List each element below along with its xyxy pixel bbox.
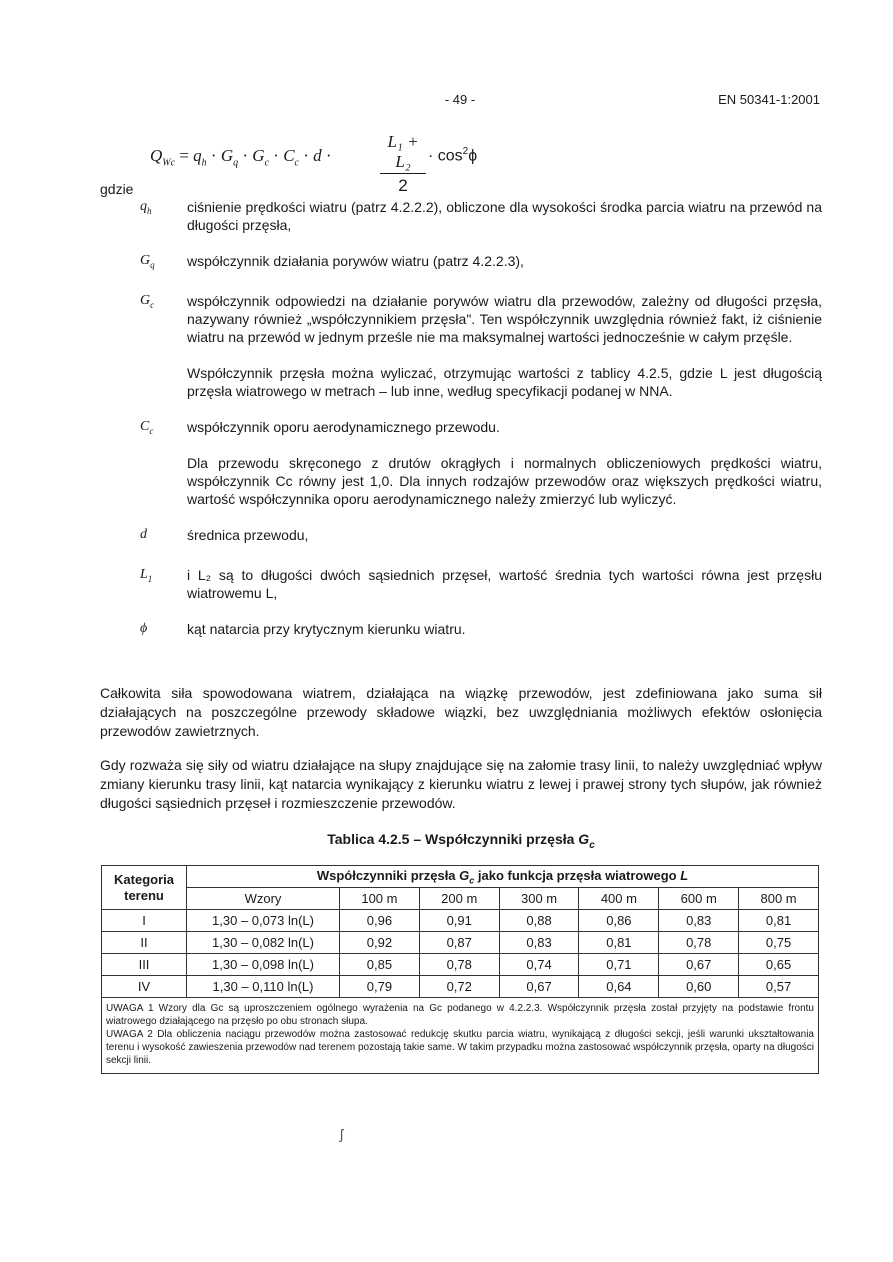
paragraph-angle-towers: Gdy rozważa się siły od wiatru działające na słupy znajdujące się na załomie trasy linii, to należy uwzględniać wpływ zmiany kierunku trasy linii, kąt natarcia wynikający z kierunku wiatru z lewej i prawej strony tych słupów, jak również długości sąsiednich przęseł i rozmieszczenie przewodów.	[100, 757, 822, 811]
note-1: UWAGA 1 Wzory dla Gc są uproszczeniem ogólnego wyrażenia na Gc podanego w 4.2.2.3. Współczynnik przęsła został przyjęty na podstawie frontu wiatrowego działającego na przęsło po obu stronach słupa.	[106, 1003, 814, 1027]
table-row	[102, 954, 819, 976]
fraction-denominator: 2	[398, 176, 408, 195]
cell-value: 0,57	[739, 976, 819, 998]
cell-category: III	[102, 954, 187, 976]
definition-symbol: d	[140, 526, 147, 542]
cell-value: 0,67	[659, 954, 739, 976]
header-span: 200 m	[419, 888, 499, 910]
definition-item	[100, 198, 822, 234]
cell-formula: 1,30 – 0,110 ln(L)	[187, 976, 340, 998]
table-caption: Tablica 4.2.5 – Współczynniki przęsła $G_c$	[327, 831, 595, 851]
cell-value: 0,75	[739, 932, 819, 954]
formula-fraction	[380, 132, 426, 196]
cell-value: 0,79	[340, 976, 420, 998]
formula-cos: · $\cos^2\phi$	[428, 146, 478, 165]
cell-category: I	[102, 910, 187, 932]
cell-value: 0,72	[419, 976, 499, 998]
definition-text: współczynnik odpowiedzi na działanie porywów wiatru dla przewodów, zależny od długości przęsła, nazywany również „współczynnikiem przęsła". Ten współczynnik uwzględnia również fakt, iż ciśnienie wiatru na przewód w jednym prześle nie ma maksymalnej wartości jednocześnie w całym przęśle.	[187, 292, 822, 345]
cell-value: 0,81	[579, 932, 659, 954]
cell-formula: 1,30 – 0,098 ln(L)	[187, 954, 340, 976]
definition-symbol: $q_h$	[140, 199, 152, 216]
table-row	[102, 910, 819, 932]
note-2: UWAGA 2 Dla obliczenia naciągu przewodów można zastosować redukcję skutku parcia wiatru, wynikającą z długości sekcji, jeśli warunki ukształtowania terenu i wysokość zawieszenia przewodów nad terenem pozostają takie same. W takim przypadku można zastosować współczynnik przęsła, oparty na długości sekcji linii.	[106, 1029, 814, 1066]
header-span: 800 m	[739, 888, 819, 910]
cell-value: 0,71	[579, 954, 659, 976]
definition-text: i L₂ są to długości dwóch sąsiednich przęseł, wartość średnia tych wartości równa jest przęsłu wiatrowemu L,	[187, 566, 822, 601]
cell-formula: 1,30 – 0,073 ln(L)	[187, 910, 340, 932]
definition-symbol: $C_c$	[140, 418, 154, 436]
definition-item	[100, 252, 822, 274]
cell-value: 0,74	[499, 954, 579, 976]
standard-id: EN 50341-1:2001	[718, 92, 820, 107]
paragraph-bundle-force: Całkowita siła spowodowana wiatrem, działająca na wiązkę przewodów, jest zdefiniowana jako suma sił działających na poszczególne przewody składowe wiązki, bez uwzględniania możliwych efektów osłonięcia przewodów zawietrznych.	[100, 685, 822, 739]
wind-force-formula	[150, 132, 570, 195]
cell-value: 0,60	[659, 976, 739, 998]
definition-symbol: $G_q$	[140, 253, 155, 270]
definition-text: Współczynnik przęsła można wyliczać, otrzymując wartości z tablicy 4.2.5, gdzie L jest długością przęsła wiatrowego w metrach – lub inne, według specyfikacji podanej w NNA.	[187, 364, 822, 399]
span-factor-table	[101, 865, 819, 1074]
cell-value: 0,92	[340, 932, 420, 954]
cell-value: 0,91	[419, 910, 499, 932]
definition-text: ciśnienie prędkości wiatru (patrz 4.2.2.2), obliczone dla wysokości środka parcia wiatru na przewód na długości przęsła,	[187, 199, 822, 233]
definition-item	[100, 292, 822, 400]
definitions-list	[100, 198, 822, 659]
definition-text: współczynnik oporu aerodynamicznego przewodu.	[187, 418, 500, 435]
table-row	[102, 976, 819, 998]
cell-value: 0,78	[659, 932, 739, 954]
definition-item	[100, 526, 822, 548]
cell-value: 0,96	[340, 910, 420, 932]
definition-item	[100, 418, 822, 508]
cell-value: 0,78	[419, 954, 499, 976]
definition-text: współczynnik działania porywów wiatru (patrz 4.2.2.3),	[187, 253, 524, 269]
formula-left: $Q_{Wc} = q_h \cdot G_q \cdot G_c \cdot C_c \cdot d$ ·	[150, 146, 332, 169]
header-formula: Wzory	[187, 888, 340, 910]
cell-value: 0,83	[659, 910, 739, 932]
cell-category: IV	[102, 976, 187, 998]
table-notes	[102, 998, 819, 1074]
cell-value: 0,88	[499, 910, 579, 932]
cell-value: 0,87	[419, 932, 499, 954]
cell-value: 0,83	[499, 932, 579, 954]
header-span: 400 m	[579, 888, 659, 910]
definition-symbol: ϕ	[140, 620, 148, 636]
cell-value: 0,64	[579, 976, 659, 998]
cell-value: 0,81	[739, 910, 819, 932]
header-span: 600 m	[659, 888, 739, 910]
table-row	[102, 932, 819, 954]
definition-text: kąt natarcia przy krytycznym kierunku wiatru.	[187, 620, 466, 637]
header-span: 300 m	[499, 888, 579, 910]
handwritten-mark: ʃ	[340, 1126, 344, 1142]
definition-symbol: $G_c$	[140, 292, 155, 310]
header-span: 100 m	[340, 888, 420, 910]
definition-symbol: $L_1$	[140, 566, 153, 584]
cell-formula: 1,30 – 0,082 ln(L)	[187, 932, 340, 954]
header-group: Współczynniki przęsła $G_c$ jako funkcja przęsła wiatrowego L	[187, 866, 819, 888]
definition-item	[100, 566, 822, 602]
definition-text: średnica przewodu,	[187, 526, 309, 543]
cell-category: II	[102, 932, 187, 954]
cell-value: 0,67	[499, 976, 579, 998]
gdzie-label: gdzie	[100, 181, 134, 197]
cell-value: 0,86	[579, 910, 659, 932]
header-category: Kategoria terenu	[102, 866, 187, 910]
definition-text: Dla przewodu skręconego z drutów okrągłych i normalnych obliczeniowych prędkości wiatru, współczynnik Cc równy jest 1,0. Dla innych rodzajów przewodów oraz większych prędkości wiatru, wartość współczynnika oporu aerodynamicznego należy zmierzyć lub wyliczyć.	[187, 454, 822, 507]
cell-value: 0,85	[340, 954, 420, 976]
page-number: - 49 -	[444, 92, 476, 107]
cell-value: 0,65	[739, 954, 819, 976]
definition-item	[100, 620, 822, 642]
fraction-numerator: L₁ + L₂	[387, 132, 419, 171]
